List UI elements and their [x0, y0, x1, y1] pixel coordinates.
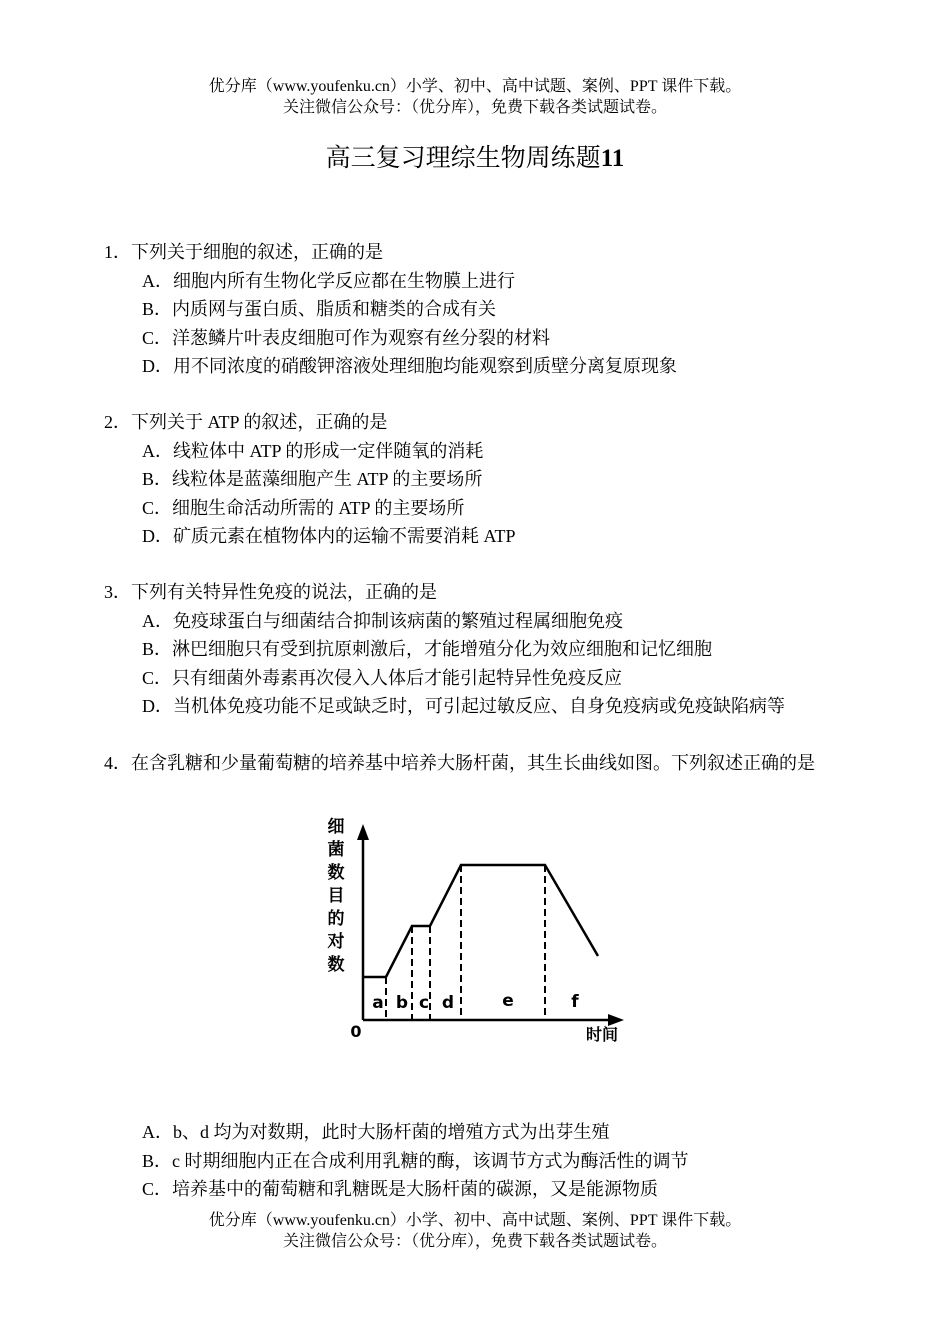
phase-label-e: e: [502, 991, 514, 1011]
y-label-char: 的: [327, 909, 345, 929]
option-d: D．用不同浓度的硝酸钾溶液处理细胞均能观察到质壁分离复原现象: [142, 356, 677, 376]
y-axis-label: [328, 817, 345, 975]
option-a: A．细胞内所有生物化学反应都在生物膜上进行: [142, 270, 515, 291]
option-c: C．只有细菌外毒素再次侵入人体后才能引起特异性免疫反应: [142, 667, 623, 688]
question-4: [104, 749, 849, 778]
y-label-char: 对: [327, 932, 345, 952]
y-label-char: 数: [327, 863, 345, 883]
option-c: C．培养基中的葡萄糖和乳糖既是大肠杆菌的碳源，又是能源物质: [142, 1179, 659, 1199]
y-label-char: 数: [327, 955, 345, 975]
growth-curve-line: [363, 865, 598, 977]
question-3: [104, 578, 785, 721]
option-c: C．洋葱鳞片叶表皮细胞可作为观察有丝分裂的材料: [142, 327, 551, 348]
footer-line-1: 优分库（www.youfenku.cn）小学、初中、高中试题、案例、PPT 课件下载。: [208, 1212, 742, 1229]
option-c: C．细胞生命活动所需的 ATP 的主要场所: [142, 497, 465, 518]
question-4-options: [142, 1118, 689, 1204]
title-number: 11: [600, 145, 625, 172]
option-d: D．矿质元素在植物体内的运输不需要消耗 ATP: [142, 526, 516, 546]
footer-line-2: 关注微信公众号：（优分库），免费下载各类试题试卷。: [282, 1233, 667, 1250]
header-line-1: 优分库（www.youfenku.cn）小学、初中、高中试题、案例、PPT 课件下载。: [208, 78, 742, 95]
phase-label-d: d: [441, 993, 455, 1013]
header-watermark-top: [0, 76, 950, 118]
x-axis-label: 时间: [585, 1025, 619, 1044]
option-a: A．免疫球蛋白与细菌结合抑制该病菌的繁殖过程属细胞免疫: [142, 610, 623, 631]
phase-label-a: a: [372, 993, 384, 1013]
option-d: D．当机体免疫功能不足或缺乏时，可引起过敏反应、自身免疫病或免疫缺陷病等: [142, 696, 785, 716]
option-a: A．线粒体中 ATP 的形成一定伴随氧的消耗: [142, 440, 484, 461]
question-1: [104, 238, 677, 381]
question-stem: 4．在含乳糖和少量葡萄糖的培养基中培养大肠杆菌，其生长曲线如图。下列叙述正确的是: [104, 753, 815, 773]
header-line-2: 关注微信公众号：（优分库），免费下载各类试题试卷。: [282, 99, 667, 116]
question-2: [104, 408, 516, 551]
option-b: B．内质网与蛋白质、脂质和糖类的合成有关: [142, 299, 497, 319]
phase-dividers: [386, 865, 545, 1020]
phase-label-f: f: [571, 992, 579, 1012]
option-b: B．线粒体是蓝藻细胞产生 ATP 的主要场所: [142, 469, 483, 489]
question-stem: 3．下列有关特异性免疫的说法，正确的是: [104, 582, 437, 602]
page-title: [0, 138, 950, 174]
title-text: 高三复习理综生物周练题: [325, 145, 601, 172]
growth-curve-figure: [318, 810, 628, 1050]
origin-label: 0: [350, 1022, 362, 1041]
y-label-char: 目: [327, 886, 345, 906]
y-axis-arrow-icon: [357, 824, 369, 840]
footer-watermark: [0, 1210, 950, 1252]
option-b: B．淋巴细胞只有受到抗原刺激后，才能增殖分化为效应细胞和记忆细胞: [142, 639, 713, 659]
question-stem: 2．下列关于 ATP 的叙述，正确的是: [104, 412, 388, 432]
y-label-char: 细: [327, 817, 345, 837]
question-stem: 1．下列关于细胞的叙述，正确的是: [104, 242, 383, 262]
option-b: B．c 时期细胞内正在合成利用乳糖的酶，该调节方式为酶活性的调节: [142, 1150, 689, 1171]
phase-label-b: b: [395, 993, 409, 1013]
option-a: A．b、d 均为对数期，此时大肠杆菌的增殖方式为出芽生殖: [142, 1122, 610, 1142]
y-label-char: 菌: [327, 840, 345, 860]
phase-label-c: c: [418, 993, 430, 1013]
